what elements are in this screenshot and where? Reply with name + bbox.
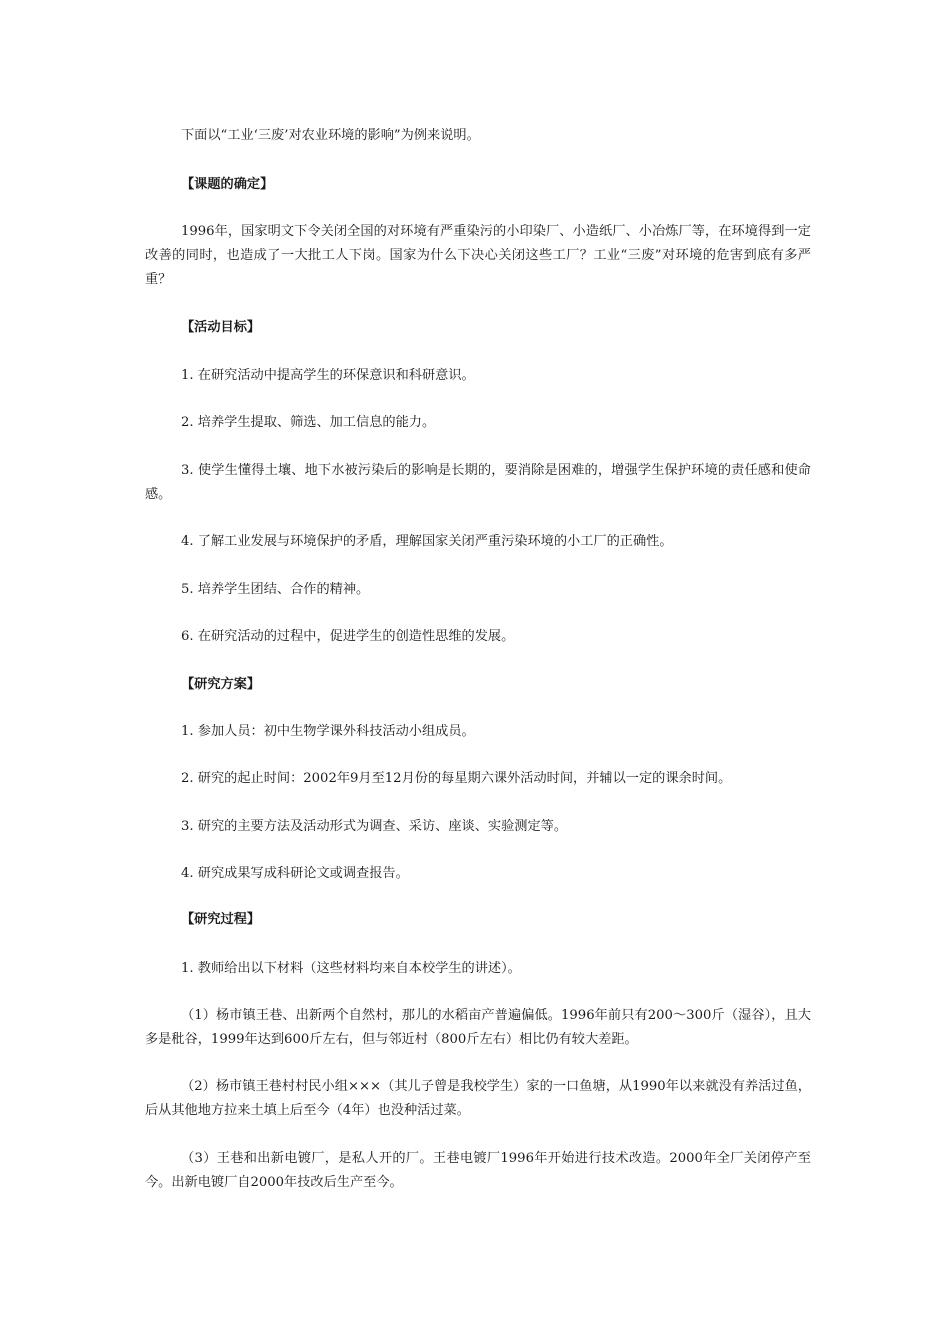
process-item-1: 1. 教师给出以下材料（这些材料均来自本校学生的讲述）。 xyxy=(181,961,521,976)
section-heading-process: 【研究过程】 xyxy=(181,912,261,927)
goal-item-5: 5. 培养学生团结、合作的精神。 xyxy=(181,582,370,597)
section-heading-plan: 【研究方案】 xyxy=(181,677,261,692)
plan-item-1: 1. 参加人员：初中生物学课外科技活动小组成员。 xyxy=(181,724,475,739)
goal-item-2: 2. 培养学生提取、筛选、加工信息的能力。 xyxy=(181,415,436,430)
intro-paragraph: 下面以“工业‘三废’对农业环境的影响”为例来说明。 xyxy=(181,128,480,143)
process-material-3: （3）王巷和出新电镀厂，是私人开的厂。王巷电镀厂1996年开始进行技术改造。2000年全厂关闭停产至今。出新电镀厂自2000年技改后生产至今。 xyxy=(145,1151,811,1190)
goal-item-1: 1. 在研究活动中提高学生的环保意识和科研意识。 xyxy=(181,368,475,383)
topic-paragraph: 1996年，国家明文下令关闭全国的对环境有严重染污的小印染厂、小造纸厂、小冶炼厂等，在环境得到一定改善的同时，也造成了一大批工人下岗。国家为什么下决心关闭这些工厂？工业“三废”对环境的危害到底有多严重？ xyxy=(145,224,811,287)
goal-item-6: 6. 在研究活动的过程中，促进学生的创造性思维的发展。 xyxy=(181,629,515,644)
section-heading-goals: 【活动目标】 xyxy=(181,320,261,335)
process-material-1: （1）杨市镇王巷、出新两个自然村，那儿的水稻亩产普遍偏低。1996年前只有200～300斤（湿谷），且大多是秕谷，1999年达到600斤左右，但与邻近村（800斤左右）相比仍有较大差距。 xyxy=(145,1008,811,1047)
process-material-2: （2）杨市镇王巷村村民小组×××（其儿子曾是我校学生）家的一口鱼塘，从1990年以来就没有养活过鱼，后从其他地方拉来土填上后至今（4年）也没种活过菜。 xyxy=(145,1079,811,1118)
plan-item-4: 4. 研究成果写成科研论文或调查报告。 xyxy=(181,866,409,881)
plan-item-2: 2. 研究的起止时间：2002年9月至12月份的每星期六课外活动时间，并辅以一定的课余时间。 xyxy=(181,771,732,786)
goal-item-4: 4. 了解工业发展与环境保护的矛盾，理解国家关闭严重污染环境的小工厂的正确性。 xyxy=(181,534,673,549)
section-heading-topic: 【课题的确定】 xyxy=(181,177,274,192)
goal-item-3: 3. 使学生懂得土壤、地下水被污染后的影响是长期的，要消除是困难的，增强学生保护环境的责任感和使命感。 xyxy=(145,463,811,502)
plan-item-3: 3. 研究的主要方法及活动形式为调查、采访、座谈、实验测定等。 xyxy=(181,819,568,834)
